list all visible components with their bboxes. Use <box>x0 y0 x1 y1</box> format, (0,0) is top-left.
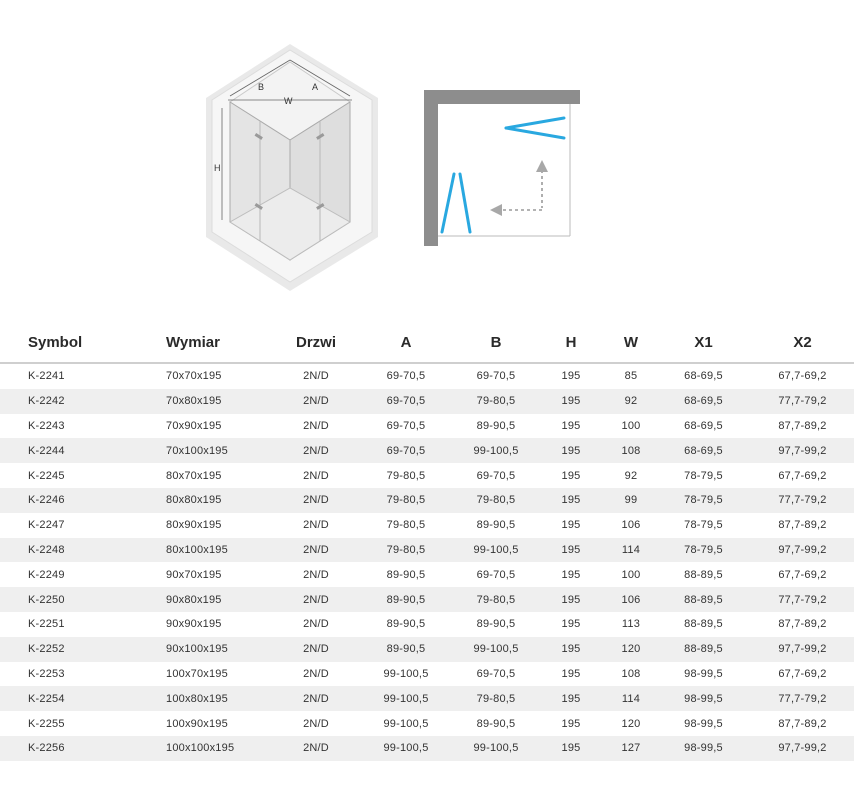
cell-b: 99-100,5 <box>456 538 536 563</box>
cell-x2: 67,7-69,2 <box>778 469 827 482</box>
cell-drzwi: 2N/D <box>303 568 329 581</box>
cell-symbol: K-2255 <box>28 717 65 730</box>
cell-symbol: K-2244 <box>0 438 140 463</box>
cell-drzwi: 2N/D <box>276 587 356 612</box>
table-row <box>0 363 854 389</box>
cell-x1: 88-89,5 <box>656 587 751 612</box>
cell-w: 106 <box>606 587 656 612</box>
cell-wymiar: 80x80x195 <box>140 488 276 513</box>
cell-drzwi: 2N/D <box>276 686 356 711</box>
cell-symbol: K-2253 <box>28 667 65 680</box>
cell-drzwi: 2N/D <box>303 469 329 482</box>
cell-a: 69-70,5 <box>356 438 456 463</box>
table-row <box>0 414 854 439</box>
cell-h: 195 <box>536 438 606 463</box>
cell-h: 195 <box>536 389 606 414</box>
cell-a: 89-90,5 <box>356 637 456 662</box>
cell-x2: 77,7-79,2 <box>751 686 854 711</box>
door-leaf-top-1 <box>506 118 564 128</box>
cell-drzwi: 2N/D <box>276 488 356 513</box>
cell-wymiar: 80x70x195 <box>166 469 222 482</box>
cell-symbol: K-2246 <box>0 488 140 513</box>
cell-x2: 77,7-79,2 <box>751 587 854 612</box>
cell-h: 195 <box>536 686 606 711</box>
cell-x2: 87,7-89,2 <box>778 419 827 432</box>
cell-x2: 97,7-99,2 <box>751 736 854 761</box>
cell-drzwi: 2N/D <box>303 717 329 730</box>
wall-left <box>424 90 438 246</box>
header-h: H <box>536 322 606 363</box>
cell-x2: 77,7-79,2 <box>751 389 854 414</box>
cell-b: 89-90,5 <box>476 419 516 432</box>
cell-drzwi: 2N/D <box>303 618 329 631</box>
shower-isometric-drawing <box>200 40 385 295</box>
cell-symbol: K-2245 <box>28 469 65 482</box>
cell-w: 114 <box>606 686 656 711</box>
cell-w: 106 <box>621 519 641 532</box>
cell-wymiar: 90x70x195 <box>166 568 222 581</box>
cell-a: 89-90,5 <box>356 587 456 612</box>
cell-symbol: K-2241 <box>28 370 65 383</box>
table-row <box>0 686 854 711</box>
cell-wymiar: 90x100x195 <box>140 637 276 662</box>
cell-symbol: K-2252 <box>0 637 140 662</box>
cell-wymiar: 70x90x195 <box>166 419 222 432</box>
cell-wymiar: 90x90x195 <box>166 618 222 631</box>
cell-h: 195 <box>561 469 581 482</box>
cell-w: 127 <box>606 736 656 761</box>
cell-x2: 87,7-89,2 <box>778 717 827 730</box>
cell-drzwi: 2N/D <box>303 519 329 532</box>
cell-b: 89-90,5 <box>476 519 516 532</box>
header-w: W <box>606 322 656 363</box>
cell-b: 69-70,5 <box>476 370 516 383</box>
cell-w: 99 <box>606 488 656 513</box>
cell-w: 100 <box>621 419 641 432</box>
cell-x2: 67,7-69,2 <box>778 667 827 680</box>
cell-w: 85 <box>624 370 638 383</box>
cell-x2: 87,7-89,2 <box>778 618 827 631</box>
cell-x1: 68-69,5 <box>656 438 751 463</box>
cell-drzwi: 2N/D <box>276 637 356 662</box>
header-x1: X1 <box>656 322 751 363</box>
cell-wymiar: 90x80x195 <box>140 587 276 612</box>
cell-a: 99-100,5 <box>356 736 456 761</box>
cell-w: 113 <box>621 618 641 631</box>
cell-drzwi: 2N/D <box>276 538 356 563</box>
table-row <box>0 513 854 538</box>
cell-wymiar: 70x100x195 <box>140 438 276 463</box>
cell-h: 195 <box>561 717 581 730</box>
cell-a: 79-80,5 <box>356 488 456 513</box>
cell-h: 195 <box>536 587 606 612</box>
cell-w: 108 <box>621 667 641 680</box>
cell-x2: 77,7-79,2 <box>751 488 854 513</box>
cell-w: 108 <box>606 438 656 463</box>
cell-x1: 88-89,5 <box>684 568 723 581</box>
table-body <box>0 363 854 761</box>
cell-x1: 78-79,5 <box>684 469 723 482</box>
cell-a: 99-100,5 <box>383 717 429 730</box>
cell-a: 69-70,5 <box>386 370 426 383</box>
cell-b: 69-70,5 <box>476 667 516 680</box>
cell-h: 195 <box>536 736 606 761</box>
cell-x2: 67,7-69,2 <box>778 370 827 383</box>
cell-b: 69-70,5 <box>476 469 516 482</box>
cell-a: 89-90,5 <box>386 618 426 631</box>
cell-h: 195 <box>536 538 606 563</box>
header-b: B <box>456 322 536 363</box>
table-row <box>0 389 854 414</box>
cell-x2: 97,7-99,2 <box>751 538 854 563</box>
cell-a: 69-70,5 <box>386 419 426 432</box>
table-header-row <box>0 322 854 363</box>
cell-a: 79-80,5 <box>386 519 426 532</box>
cell-w: 92 <box>606 389 656 414</box>
cell-wymiar: 100x70x195 <box>166 667 228 680</box>
header-wymiar: Wymiar <box>140 322 276 363</box>
cell-a: 79-80,5 <box>386 469 426 482</box>
cell-h: 195 <box>561 419 581 432</box>
cell-w: 100 <box>621 568 641 581</box>
table-row <box>0 562 854 587</box>
cell-x1: 68-69,5 <box>656 389 751 414</box>
cell-wymiar: 70x70x195 <box>166 370 222 383</box>
cell-x1: 68-69,5 <box>684 419 723 432</box>
cell-symbol: K-2243 <box>28 419 65 432</box>
cell-b: 99-100,5 <box>456 637 536 662</box>
header-x2: X2 <box>751 322 854 363</box>
table-row <box>0 488 854 513</box>
table-row <box>0 463 854 488</box>
cell-wymiar: 100x80x195 <box>140 686 276 711</box>
cell-x1: 68-69,5 <box>684 370 723 383</box>
cell-a: 99-100,5 <box>383 667 429 680</box>
table-row <box>0 587 854 612</box>
cell-h: 195 <box>561 370 581 383</box>
shower-plan-drawing <box>418 86 588 252</box>
cell-x1: 78-79,5 <box>656 538 751 563</box>
table-row <box>0 612 854 637</box>
arrow-up-icon <box>536 160 548 172</box>
cell-a: 69-70,5 <box>356 389 456 414</box>
table-row <box>0 538 854 563</box>
cell-x2: 97,7-99,2 <box>751 438 854 463</box>
cell-w: 92 <box>624 469 638 482</box>
label-h: H <box>214 163 221 173</box>
arrow-left-icon <box>490 204 502 216</box>
cell-symbol: K-2250 <box>0 587 140 612</box>
cell-x1: 88-89,5 <box>684 618 723 631</box>
door-leaf-left-1 <box>442 174 454 232</box>
cell-b: 79-80,5 <box>456 686 536 711</box>
label-w: W <box>284 96 293 106</box>
cell-drzwi: 2N/D <box>303 419 329 432</box>
cell-wymiar: 80x100x195 <box>140 538 276 563</box>
cell-w: 114 <box>606 538 656 563</box>
cell-x1: 78-79,5 <box>684 519 723 532</box>
cell-x1: 98-99,5 <box>656 736 751 761</box>
cell-b: 69-70,5 <box>476 568 516 581</box>
cell-symbol: K-2248 <box>0 538 140 563</box>
cell-h: 195 <box>561 667 581 680</box>
cell-symbol: K-2249 <box>28 568 65 581</box>
dimensions-table <box>0 322 854 761</box>
cell-b: 89-90,5 <box>476 618 516 631</box>
cell-h: 195 <box>561 519 581 532</box>
door-leaf-left-2 <box>460 174 470 232</box>
cell-b: 79-80,5 <box>456 488 536 513</box>
cell-symbol: K-2242 <box>0 389 140 414</box>
cell-x1: 98-99,5 <box>684 717 723 730</box>
cell-b: 89-90,5 <box>476 717 516 730</box>
cell-h: 195 <box>536 488 606 513</box>
cell-h: 195 <box>561 618 581 631</box>
cell-wymiar: 70x80x195 <box>140 389 276 414</box>
cell-symbol: K-2254 <box>0 686 140 711</box>
cell-b: 79-80,5 <box>456 389 536 414</box>
shower-plan-diagram <box>418 86 588 252</box>
cell-h: 195 <box>536 637 606 662</box>
cell-wymiar: 100x90x195 <box>166 717 228 730</box>
cell-wymiar: 80x90x195 <box>166 519 222 532</box>
cell-symbol: K-2247 <box>28 519 65 532</box>
shower-isometric-diagram <box>200 40 385 295</box>
table-row <box>0 662 854 687</box>
header-a: A <box>356 322 456 363</box>
cell-drzwi: 2N/D <box>276 438 356 463</box>
label-b: B <box>258 82 265 92</box>
label-a: A <box>312 82 319 92</box>
cell-x1: 98-99,5 <box>656 686 751 711</box>
cell-drzwi: 2N/D <box>303 370 329 383</box>
door-leaf-top-2 <box>506 128 564 138</box>
cell-symbol: K-2256 <box>0 736 140 761</box>
cell-b: 99-100,5 <box>456 438 536 463</box>
table-row <box>0 736 854 761</box>
cell-symbol: K-2251 <box>28 618 65 631</box>
cell-x2: 97,7-99,2 <box>751 637 854 662</box>
cell-b: 99-100,5 <box>456 736 536 761</box>
wall-top <box>424 90 580 104</box>
cell-a: 99-100,5 <box>356 686 456 711</box>
cell-x1: 98-99,5 <box>684 667 723 680</box>
header-symbol: Symbol <box>0 322 140 363</box>
header-drzwi: Drzwi <box>276 322 356 363</box>
cell-h: 195 <box>561 568 581 581</box>
cell-drzwi: 2N/D <box>276 736 356 761</box>
cell-w: 120 <box>621 717 641 730</box>
cell-b: 79-80,5 <box>456 587 536 612</box>
cell-drzwi: 2N/D <box>276 389 356 414</box>
cell-x2: 87,7-89,2 <box>778 519 827 532</box>
table-row <box>0 637 854 662</box>
cell-w: 120 <box>606 637 656 662</box>
cell-drzwi: 2N/D <box>303 667 329 680</box>
cell-x1: 78-79,5 <box>656 488 751 513</box>
cell-x2: 67,7-69,2 <box>778 568 827 581</box>
cell-a: 89-90,5 <box>386 568 426 581</box>
table-row <box>0 711 854 736</box>
table-row <box>0 438 854 463</box>
cell-wymiar: 100x100x195 <box>140 736 276 761</box>
cell-x1: 88-89,5 <box>656 637 751 662</box>
cell-a: 79-80,5 <box>356 538 456 563</box>
